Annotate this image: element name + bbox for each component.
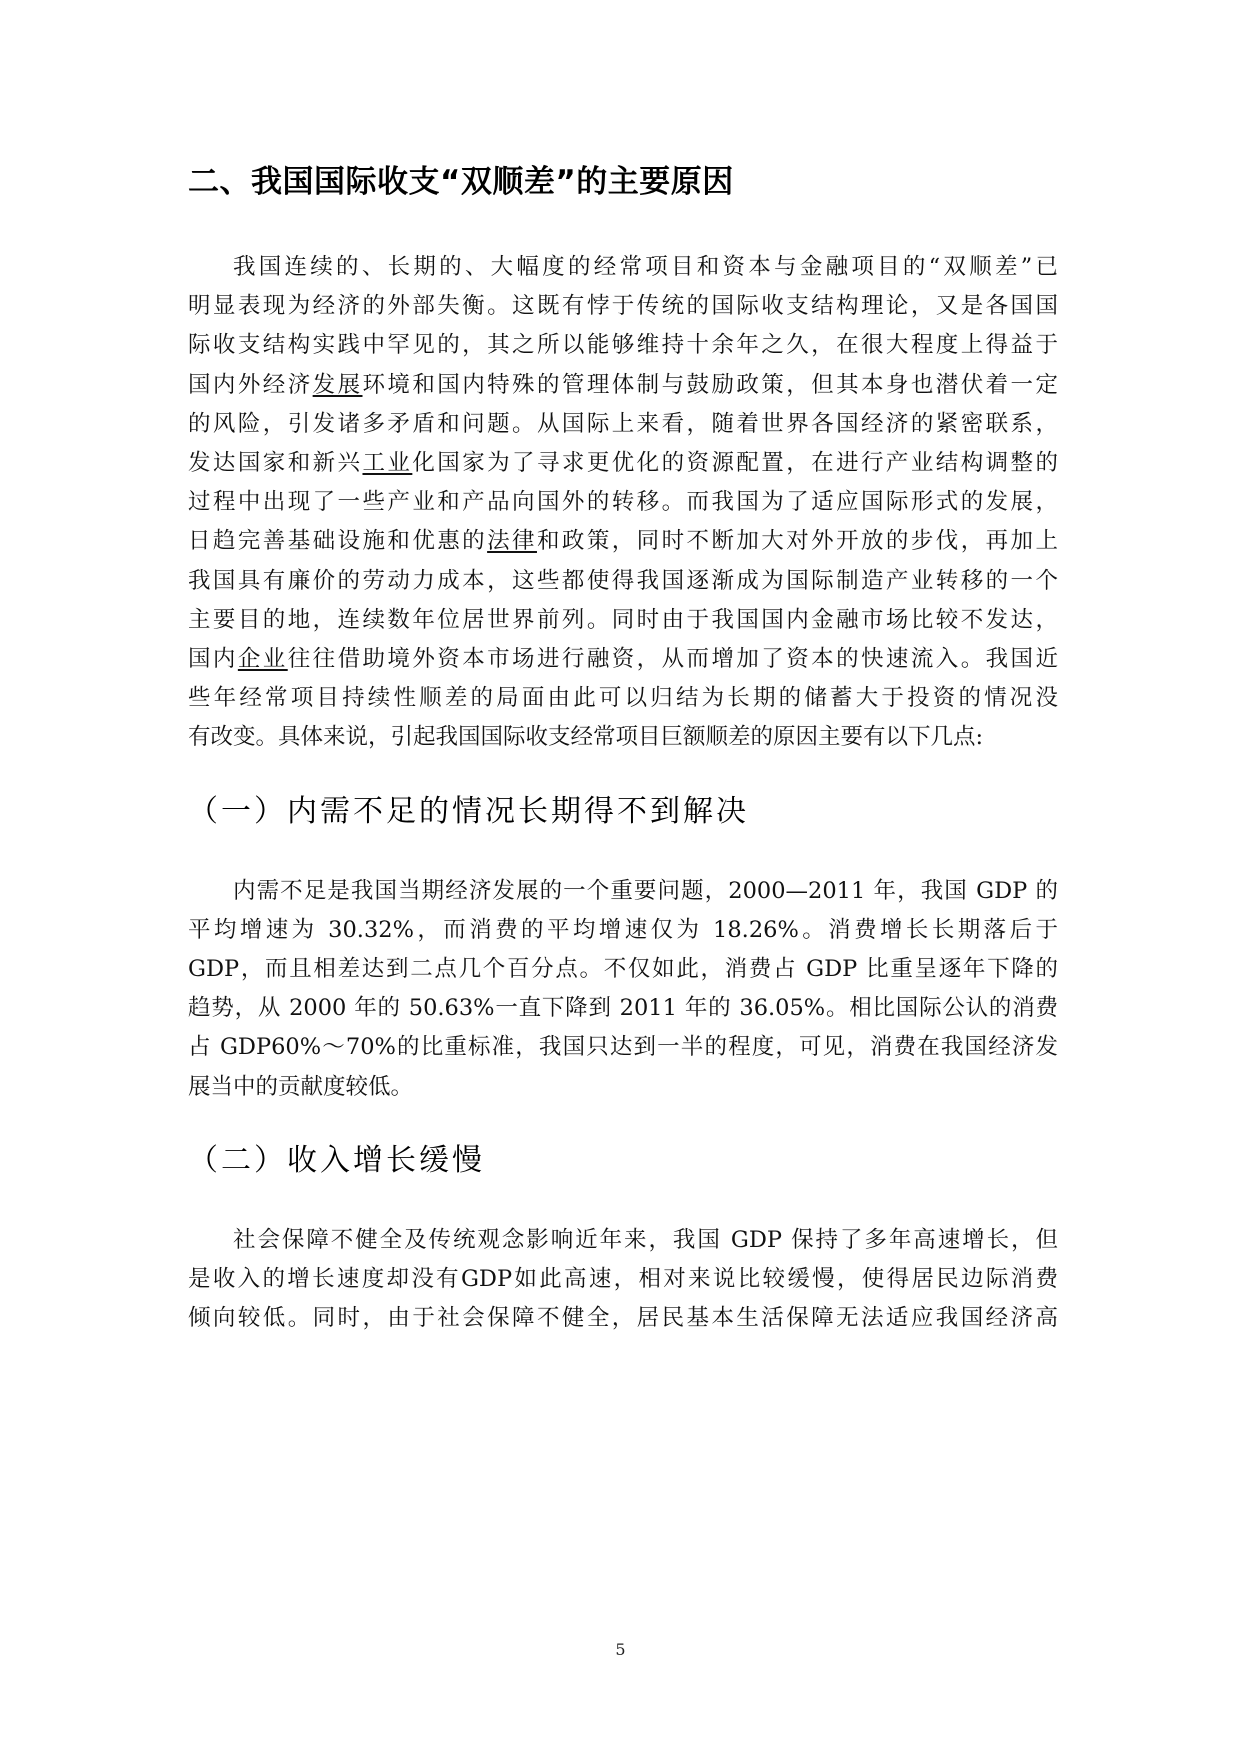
- text-line: 明显表现为经济的外部失衡。这既有悖于传统的国际收支结构理论，又是各国国: [188, 293, 1058, 320]
- text-line: [188, 522, 1058, 561]
- underlined-term: 发展: [312, 371, 363, 398]
- text-segment: 国内: [188, 646, 238, 673]
- text-line: 占 GDP60%～70%的比重标准，我国只达到一半的程度，可见，消费在我国经济发: [188, 1034, 1058, 1061]
- text-segment: 环境和国内特殊的管理体制与鼓励政策，但其本身也潜伏着一定: [362, 371, 1058, 398]
- text-line: 主要目的地，连续数年位居世界前列。同时由于我国国内金融市场比较不发达，: [188, 606, 1058, 633]
- text-segment: 化国家为了寻求更优化的资源配置，在进行产业结构调整的: [412, 450, 1058, 477]
- text-line: 有改变。具体来说，引起我国国际收支经常项目巨额顺差的原因主要有以下几点:: [188, 724, 984, 751]
- text-line: 展当中的贡献度较低。: [188, 1073, 414, 1100]
- text-segment: 日趋完善基础设施和优惠的: [188, 528, 488, 555]
- section-title: 二、我国国际收支“双顺差”的主要原因: [188, 164, 734, 200]
- text-line: 内需不足是我国当期经济发展的一个重要问题，2000—2011 年，我国 GDP 的: [233, 877, 1058, 904]
- text-segment: 国内外经济: [188, 371, 313, 398]
- text-line: 是收入的增长速度却没有GDP如此高速，相对来说比较缓慢，使得居民边际消费: [188, 1266, 1058, 1293]
- underlined-term: 法律: [487, 528, 537, 555]
- text-line: 的风险，引发诸多矛盾和问题。从国际上来看，随着世界各国经济的紧密联系，: [188, 410, 1058, 437]
- underlined-term: 工业: [362, 450, 413, 477]
- text-line: GDP，而且相差达到二点几个百分点。不仅如此，消费占 GDP 比重呈逐年下降的: [188, 956, 1058, 983]
- page-number: 5: [615, 1640, 626, 1659]
- text-line: [188, 640, 1058, 679]
- text-line: 际收支结构实践中罕见的，其之所以能够维持十余年之久，在很大程度上得益于: [188, 332, 1058, 359]
- intro-paragraph: [188, 248, 1058, 758]
- text-line: 些年经常项目持续性顺差的局面由此可以归结为长期的储蓄大于投资的情况没: [188, 685, 1058, 712]
- text-line: 趋势，从 2000 年的 50.63%一直下降到 2011 年的 36.05%。相比国际公认的消费: [188, 995, 1058, 1022]
- text-line: [188, 366, 1058, 405]
- subsection-title-2: （二）收入增长缓慢: [188, 1142, 485, 1178]
- text-segment: 和政策，同时不断加大对外开放的步伐，再加上: [536, 528, 1058, 555]
- text-line: 倾向较低。同时，由于社会保障不健全，居民基本生活保障无法适应我国经济高: [188, 1305, 1058, 1332]
- text-segment: 往往借助境外资本市场进行融资，从而增加了资本的快速流入。我国近: [287, 646, 1058, 673]
- text-line: [188, 444, 1058, 483]
- subsection-1-paragraph: [188, 872, 1058, 1107]
- text-line: 平均增速为 30.32%，而消费的平均增速仅为 18.26%。消费增长长期落后于: [188, 916, 1058, 943]
- text-line: 社会保障不健全及传统观念影响近年来，我国 GDP 保持了多年高速增长，但: [233, 1226, 1058, 1253]
- text-line: 我国具有廉价的劳动力成本，这些都使得我国逐渐成为国际制造产业转移的一个: [188, 567, 1058, 594]
- underlined-term: 企业: [237, 646, 288, 673]
- subsection-title-1: （一）内需不足的情况长期得不到解决: [188, 793, 749, 829]
- page-content: [188, 160, 1058, 1370]
- text-line: 过程中出现了一些产业和产品向国外的转移。而我国为了适应国际形式的发展，: [188, 489, 1058, 516]
- text-line: 我国连续的、长期的、大幅度的经常项目和资本与金融项目的“双顺差”已: [233, 254, 1058, 280]
- subsection-2-paragraph: [188, 1221, 1058, 1339]
- text-segment: 发达国家和新兴: [188, 450, 363, 477]
